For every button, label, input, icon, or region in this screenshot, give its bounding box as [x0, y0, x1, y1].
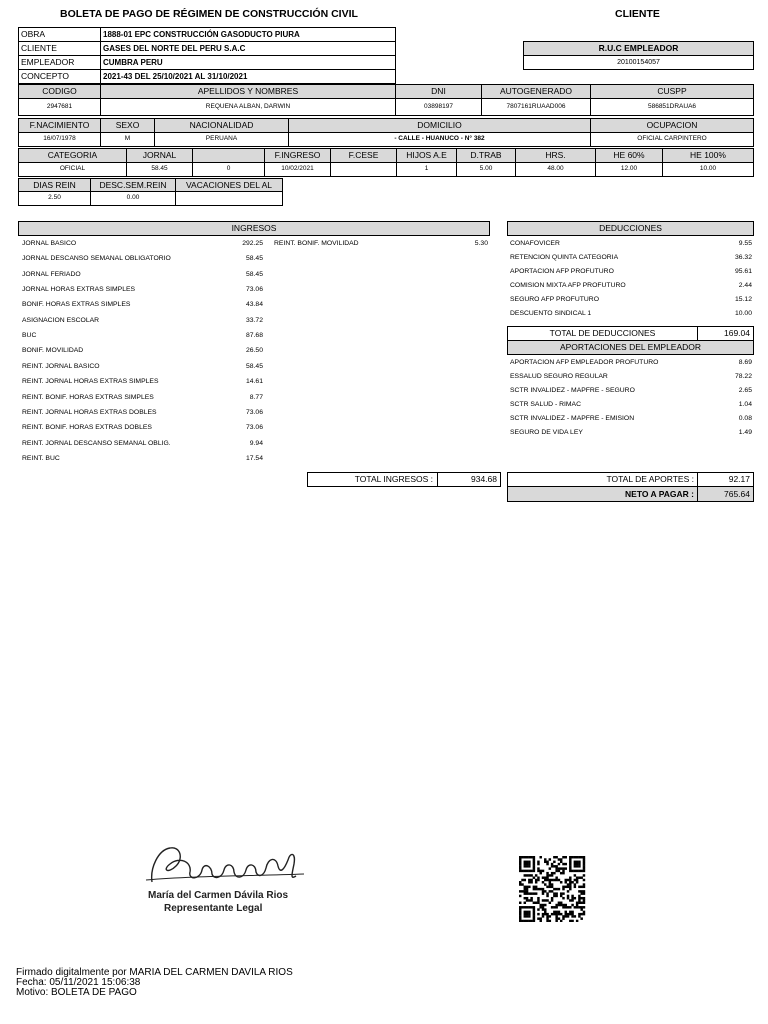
descsemrein-value: 0.00 — [90, 191, 176, 206]
ingreso-item-value: 14.61 — [245, 378, 263, 386]
total-deducciones-label: TOTAL DE DEDUCCIONES — [507, 326, 698, 341]
sexo-header: SEXO — [100, 118, 155, 133]
ingreso-item-label: BONIF. HORAS EXTRAS SIMPLES — [22, 301, 131, 309]
aportacion-item-value: 1.49 — [738, 428, 752, 436]
blank-header — [192, 148, 265, 163]
nacionalidad-header: NACIONALIDAD — [154, 118, 289, 133]
qr-code-icon — [519, 856, 587, 922]
ingreso-col2-label: REINT. BONIF. MOVILIDAD — [274, 240, 359, 247]
hijos-value: 1 — [396, 162, 457, 177]
he60-header: HE 60% — [595, 148, 663, 163]
aportacion-item-value: 78.22 — [734, 372, 752, 380]
concepto-value: 2021-43 DEL 25/10/2021 AL 31/10/2021 — [100, 69, 396, 84]
dni-header: DNI — [395, 84, 482, 99]
ingreso-item-label: JORNAL BASICO — [22, 240, 77, 247]
concepto-label: CONCEPTO — [18, 69, 101, 84]
empleador-label: EMPLEADOR — [18, 55, 101, 70]
deduccion-item-label: DESCUENTO SINDICAL 1 — [510, 309, 592, 317]
obra-label: OBRA — [18, 27, 101, 42]
he100-header: HE 100% — [662, 148, 754, 163]
neto-pagar-label: NETO A PAGAR : — [507, 486, 698, 502]
autogenerado-header: AUTOGENERADO — [481, 84, 591, 99]
domicilio-header: DOMICILIO — [288, 118, 591, 133]
autogenerado-value: 7807161RUAAD006 — [481, 98, 591, 116]
total-ingresos-label: TOTAL INGRESOS : — [307, 472, 438, 487]
fingreso-header: F.INGRESO — [264, 148, 331, 163]
total-aportes-label: TOTAL DE APORTES : — [507, 472, 698, 487]
dni-value: 03898197 — [395, 98, 482, 116]
dtrab-header: D.TRAB — [456, 148, 516, 163]
ingreso-item-label: JORNAL HORAS EXTRAS SIMPLES — [22, 286, 136, 294]
diasrein-header: DIAS REIN — [18, 178, 91, 192]
domicilio-value: - CALLE - HUANUCO - N° 382 — [288, 132, 591, 147]
ingreso-item-label: REINT. JORNAL BASICO — [22, 362, 100, 370]
ruc-label: R.U.C EMPLEADOR — [523, 41, 754, 56]
ingreso-item-value: 43.84 — [245, 301, 263, 309]
aportacion-item-label: SCTR INVALIDEZ - MAPFRE - SEGURO — [510, 386, 635, 394]
ingreso-item-value: 73.06 — [245, 424, 263, 432]
total-ingresos-value: 934.68 — [437, 472, 501, 487]
dtrab-value: 5.00 — [456, 162, 516, 177]
deduccion-item-value: 95.61 — [734, 267, 752, 275]
ingreso-item-value: 9.94 — [249, 439, 263, 447]
hrs-header: HRS. — [515, 148, 596, 163]
ingreso-item-label: JORNAL FERIADO — [22, 270, 81, 278]
signer-role: Representante Legal — [164, 903, 263, 914]
cliente-label: CLIENTE — [18, 41, 101, 56]
aportacion-item-label: SCTR INVALIDEZ - MAPFRE - EMISION — [510, 414, 635, 422]
ingreso-item-value: 17.54 — [245, 454, 263, 462]
ingreso-item-value: 73.06 — [245, 286, 263, 294]
obra-value: 1888-01 EPC CONSTRUCCIÓN GASODUCTO PIURA — [100, 27, 396, 42]
vacaciones-value — [175, 191, 283, 206]
fnacimiento-value: 16/07/1978 — [18, 132, 101, 147]
aportaciones-header: APORTACIONES DEL EMPLEADOR — [507, 340, 754, 355]
ingreso-item-label: REINT. BUC — [22, 454, 60, 462]
fnacimiento-header: F.NACIMIENTO — [18, 118, 101, 133]
ingreso-item-label: REINT. BONIF. HORAS EXTRAS SIMPLES — [22, 393, 154, 401]
jornal-value: 58.45 — [126, 162, 193, 177]
ingreso-item-label: REINT. BONIF. HORAS EXTRAS DOBLES — [22, 424, 152, 432]
footer-signed-by: Firmado digitalmente por MARIA DEL CARMEN DAVILA RIOS — [16, 967, 293, 978]
deduccion-item-value: 2.44 — [738, 281, 752, 289]
deduccion-item-label: COMISION MIXTA AFP PROFUTURO — [510, 281, 626, 289]
ingreso-item-value: 8.77 — [249, 393, 263, 401]
aportacion-item-label: APORTACION AFP EMPLEADOR PROFUTURO — [510, 359, 659, 366]
cuspp-header: CUSPP — [590, 84, 754, 99]
ingresos-header: INGRESOS — [18, 221, 490, 236]
deduccion-item-label: CONAFOVICER — [510, 240, 560, 247]
ingreso-item-label: BONIF. MOVILIDAD — [22, 347, 84, 355]
codigo-header: CODIGO — [18, 84, 101, 99]
aportacion-item-value: 2.65 — [738, 386, 752, 394]
cliente-value: GASES DEL NORTE DEL PERU S.A.C — [100, 41, 396, 56]
ingreso-item-value: 58.45 — [245, 255, 263, 263]
deduccion-item-label: RETENCION QUINTA CATEGORIA — [510, 253, 619, 261]
nombres-value: REQUENA ALBAN, DARWIN — [100, 98, 396, 116]
ingreso-item-label: REINT. JORNAL HORAS EXTRAS DOBLES — [22, 408, 157, 416]
he60-value: 12.00 — [595, 162, 663, 177]
empleador-value: CUMBRA PERU — [100, 55, 396, 70]
aportacion-item-value: 1.04 — [738, 400, 752, 408]
hrs-value: 48.00 — [515, 162, 596, 177]
deduccion-item-value: 36.32 — [734, 253, 752, 261]
fcese-header: F.CESE — [330, 148, 397, 163]
ocupacion-header: OCUPACION — [590, 118, 754, 133]
deduccion-item-value: 9.55 — [738, 240, 752, 247]
hijos-header: HIJOS A.E — [396, 148, 457, 163]
total-deducciones-value: 169.04 — [697, 326, 754, 341]
ingreso-item-value: 33.72 — [245, 316, 263, 324]
nombres-header: APELLIDOS Y NOMBRES — [100, 84, 396, 99]
aportacion-item-label: ESSALUD SEGURO REGULAR — [510, 372, 608, 380]
descsemrein-header: DESC.SEM.REIN — [90, 178, 176, 192]
signature-block — [140, 840, 310, 930]
footer-reason: Motivo: BOLETA DE PAGO — [16, 987, 137, 998]
aportacion-item-value: 0.08 — [738, 414, 752, 422]
aportacion-item-value: 8.69 — [738, 359, 752, 366]
ruc-value: 20100154057 — [523, 55, 754, 70]
ingreso-item-value: 73.06 — [245, 408, 263, 416]
ingreso-item-label: BUC — [22, 332, 37, 340]
cuspp-value: 586851DRAUA6 — [590, 98, 754, 116]
ocupacion-value: OFICIAL CARPINTERO — [590, 132, 754, 147]
sexo-value: M — [100, 132, 155, 147]
copy-label: CLIENTE — [615, 8, 660, 20]
he100-value: 10.00 — [662, 162, 754, 177]
fcese-value — [330, 162, 397, 177]
neto-pagar-value: 765.64 — [697, 486, 754, 502]
blank-value: 0 — [192, 162, 265, 177]
handwritten-signature-icon — [140, 840, 310, 892]
ingreso-item-label: ASIGNACION ESCOLAR — [22, 316, 100, 324]
aportacion-item-label: SEGURO DE VIDA LEY — [510, 428, 583, 436]
ingreso-item-value: 26.50 — [245, 347, 263, 355]
ingreso-item-value: 58.45 — [245, 270, 263, 278]
signer-name: María del Carmen Dávila Rios — [148, 890, 289, 901]
vacaciones-header: VACACIONES DEL AL — [175, 178, 283, 192]
jornal-header: JORNAL — [126, 148, 193, 163]
ingreso-item-value: 58.45 — [245, 362, 263, 370]
ingreso-item-label: JORNAL DESCANSO SEMANAL OBLIGATORIO — [22, 255, 171, 263]
deduccion-item-label: SEGURO AFP PROFUTURO — [510, 295, 599, 303]
fingreso-value: 10/02/2021 — [264, 162, 331, 177]
ingreso-item-value: 87.68 — [245, 332, 263, 340]
deduccion-item-value: 10.00 — [734, 309, 752, 317]
categoria-header: CATEGORIA — [18, 148, 127, 163]
ingreso-col2-value: 5.30 — [474, 240, 488, 247]
nacionalidad-value: PERUANA — [154, 132, 289, 147]
ingreso-item-label: REINT. JORNAL DESCANSO SEMANAL OBLIG. — [22, 439, 171, 447]
ingreso-item-value: 292.25 — [242, 240, 263, 247]
aportacion-item-label: SCTR SALUD - RIMAC — [510, 400, 581, 408]
deduccion-item-value: 15.12 — [734, 295, 752, 303]
diasrein-value: 2.50 — [18, 191, 91, 206]
document-title: BOLETA DE PAGO DE RÉGIMEN DE CONSTRUCCIÓN CIVIL — [60, 8, 358, 20]
footer-date: Fecha: 05/11/2021 15:06:38 — [16, 977, 141, 988]
categoria-value: OFICIAL — [18, 162, 127, 177]
codigo-value: 2947681 — [18, 98, 101, 116]
deducciones-header: DEDUCCIONES — [507, 221, 754, 236]
deduccion-item-label: APORTACION AFP PROFUTURO — [510, 267, 614, 275]
total-aportes-value: 92.17 — [697, 472, 754, 487]
ingreso-item-label: REINT. JORNAL HORAS EXTRAS SIMPLES — [22, 378, 159, 386]
